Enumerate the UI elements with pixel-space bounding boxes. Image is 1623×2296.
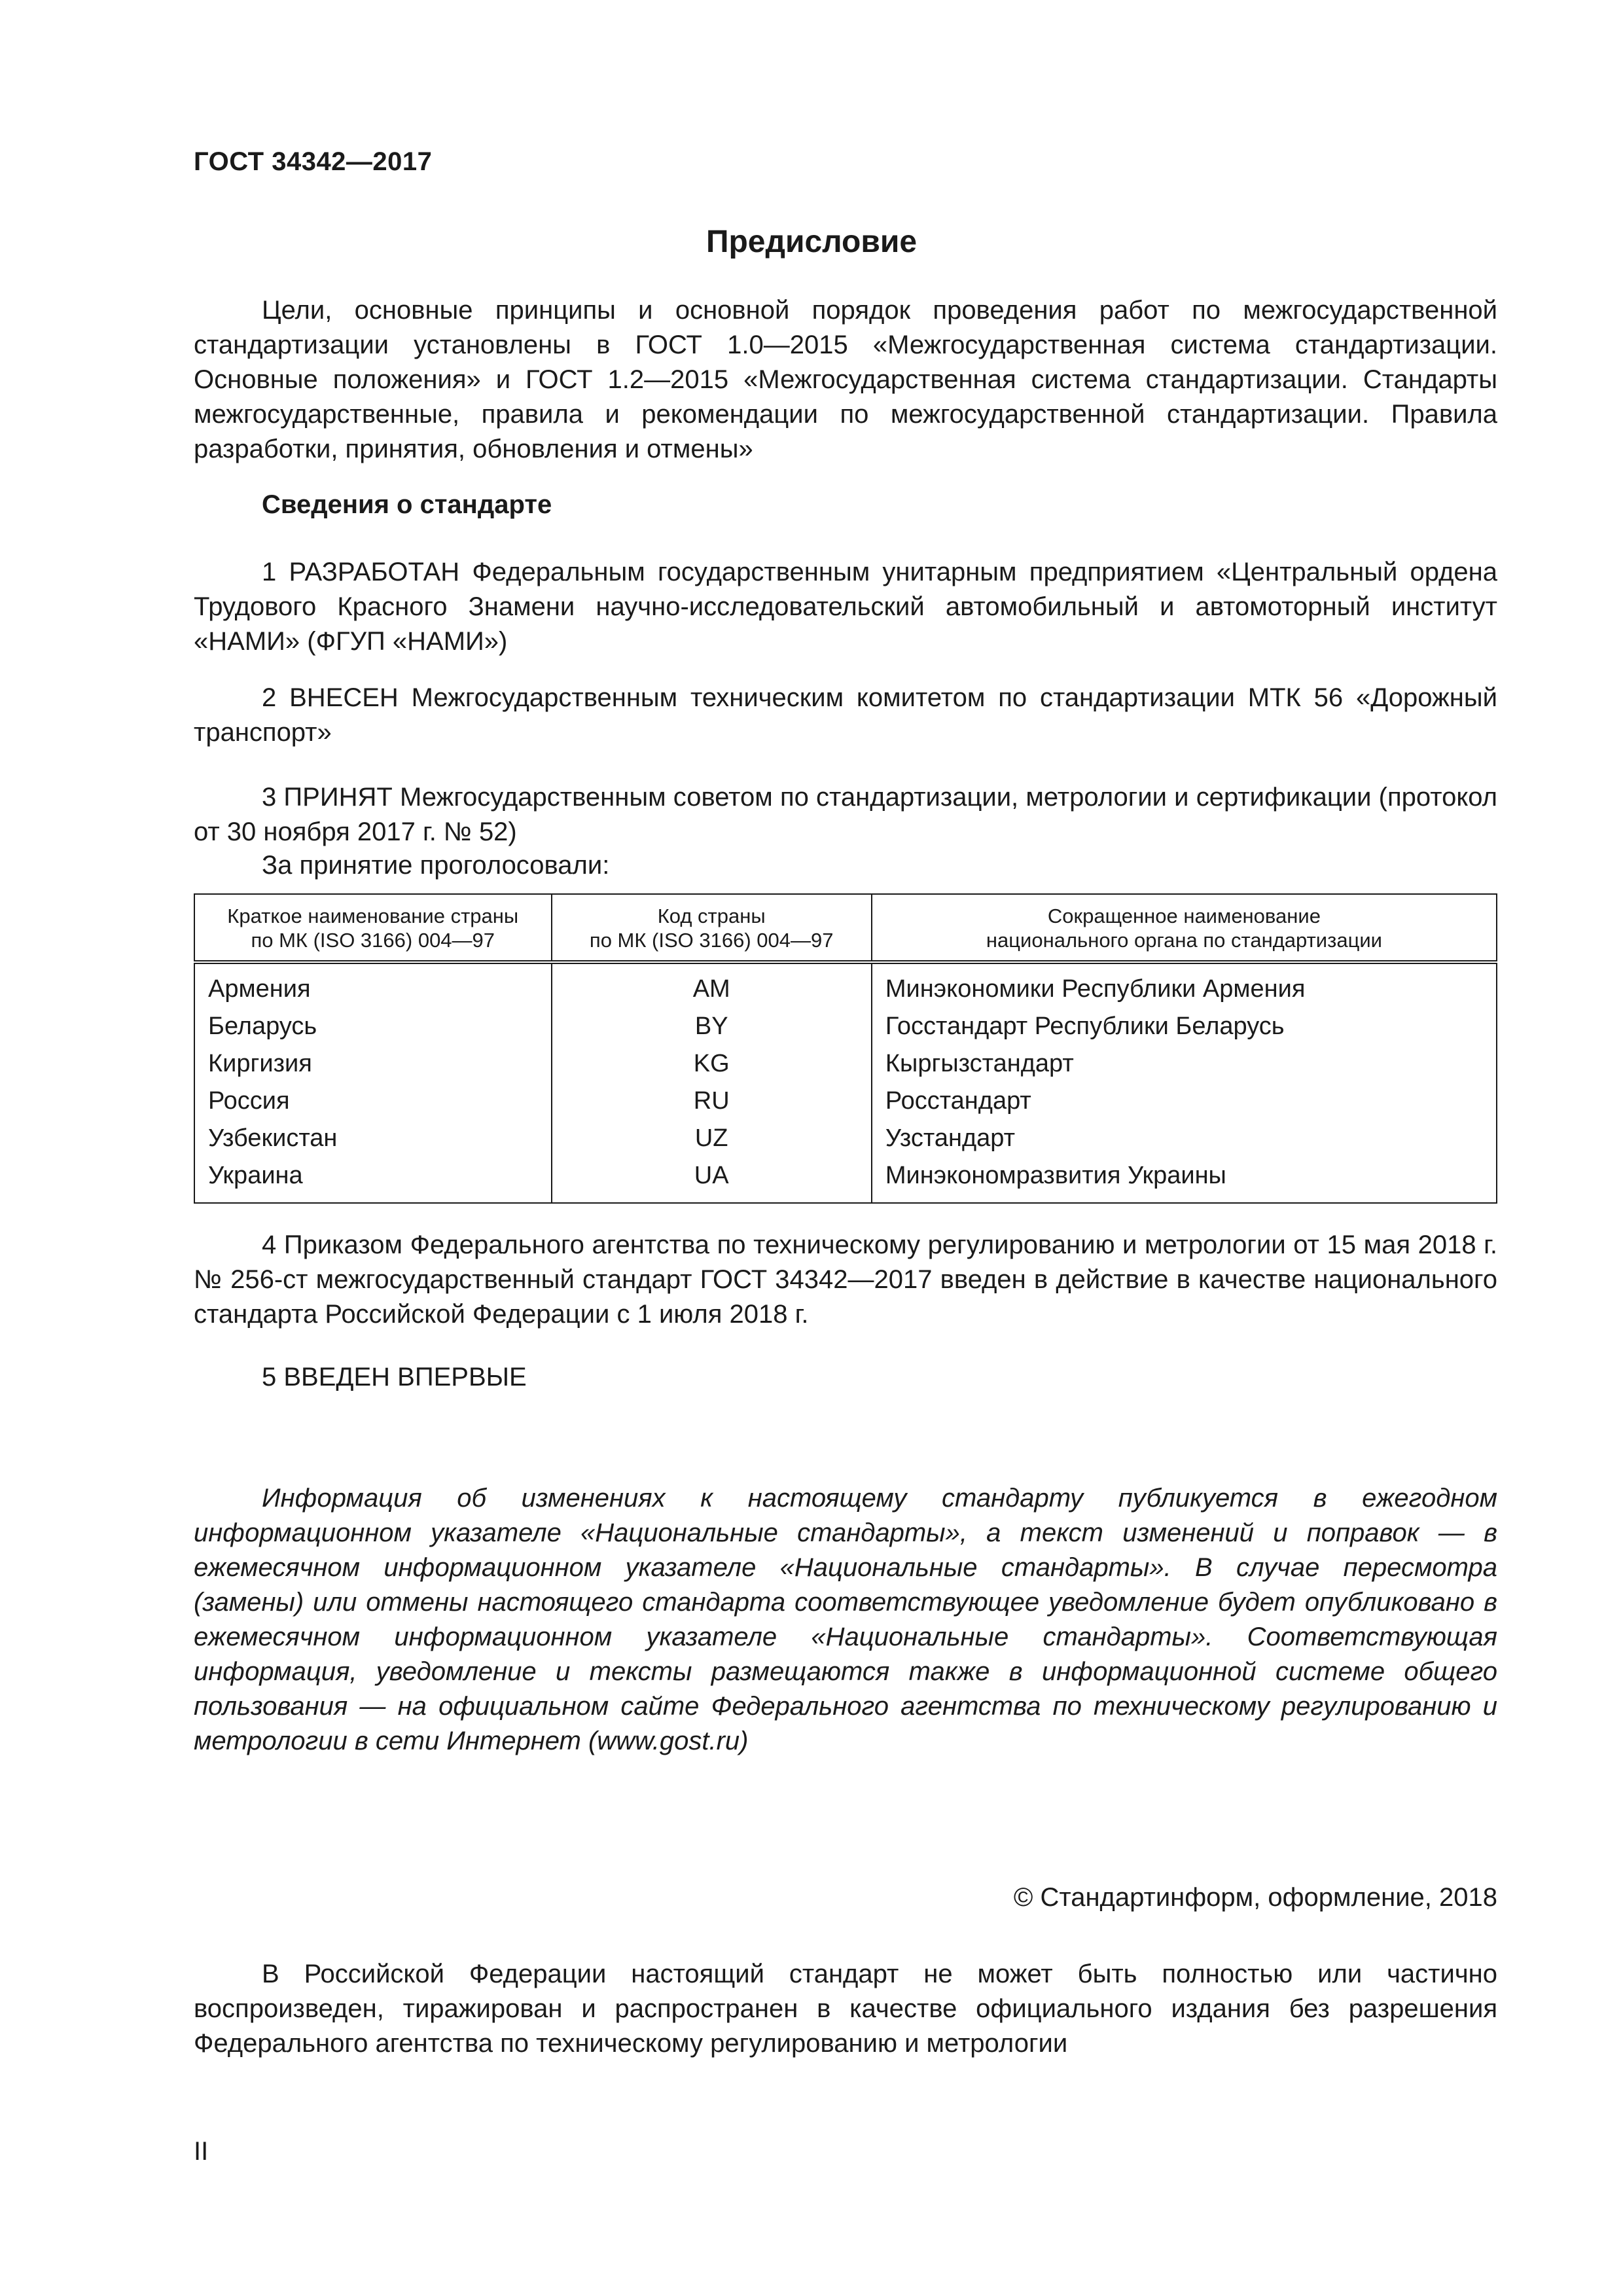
item-3-paragraph (194, 780, 1497, 850)
section-heading: Сведения о стандарте (262, 490, 552, 519)
standard-code: ГОСТ 34342—2017 (194, 147, 433, 176)
country-cell: Армения (194, 962, 552, 1008)
country-cell: Украина (194, 1157, 552, 1203)
country-cell: Узбекистан (194, 1120, 552, 1157)
country-cell: Беларусь (194, 1008, 552, 1045)
table-row (194, 1008, 1497, 1045)
code-cell: AM (552, 962, 872, 1008)
item-4-text: 4 Приказом Федерального агентства по техническому регулированию и метрологии от 15 мая 2018 г. № 256-ст межгосударственный стандарт ГОСТ 34342—2017 введен в действие в качестве национального стандарта Российской Федерации с 1 июля 2018 г. (194, 1230, 1497, 1329)
table-header-row (194, 894, 1497, 962)
code-cell: UZ (552, 1120, 872, 1157)
item-3-text: 3 ПРИНЯТ Межгосударственным советом по стандартизации, метрологии и сертификации (протокол от 30 ноября 2017 г. № 52) (194, 783, 1497, 846)
item-1-text: 1 РАЗРАБОТАН Федеральным государственным унитарным предприятием «Центральный ордена Трудового Красного Знамени научно-исследовательский автомобильный и автомоторный институт «НАМИ» (ФГУП «НАМИ») (194, 558, 1497, 656)
table-row (194, 1157, 1497, 1203)
header-country-code: Код страны по МК (ISO 3166) 004—97 (552, 894, 872, 962)
body-cell: Минэкономразвития Украины (872, 1157, 1497, 1203)
notice-text: Информация об изменениях к настоящему стандарту публикуется в ежегодном информационном указателе «Национальные стандарты», а текст изменений и поправок — в ежемесячном информационном указателе «Национальные стандарты». В случае пересмотра (замены) или отмены настоящего стандарта соответствующее уведомление будет опубликовано в ежемесячном информационном указателе «Национальные стандарты». Соответствующая информация, уведомление и тексты размещаются также в информационной системе общего пользования — на официальном сайте Федерального агентства по техническому регулированию и метрологии в сети Интернет (www.gost.ru) (194, 1484, 1497, 1755)
table-row (194, 1045, 1497, 1083)
item-1-paragraph (194, 555, 1497, 659)
body-cell: Узстандарт (872, 1120, 1497, 1157)
item-4-paragraph (194, 1228, 1497, 1332)
body-cell: Росстандарт (872, 1083, 1497, 1120)
body-cell: Госстандарт Республики Беларусь (872, 1008, 1497, 1045)
country-cell: Россия (194, 1083, 552, 1120)
intro-text: Цели, основные принципы и основной порядок проведения работ по межгосударственной стандартизации установлены в ГОСТ 1.0—2015 «Межгосударственная система стандартизации. Основные положения» и ГОСТ 1.2—2015 «Межгосударственная система стандартизации. Стандарты межгосударственные, правила и рекомендации по межгосударственной стандартизации. Правила разработки, принятия, обновления и отмены» (194, 296, 1497, 463)
voted-label: За принятие проголосовали: (262, 851, 610, 880)
table-row (194, 1120, 1497, 1157)
body-cell: Кыргызстандарт (872, 1045, 1497, 1083)
rights-text: В Российской Федерации настоящий стандарт не может быть полностью или частично воспроизведен, тиражирован и распространен в качестве официального издания без разрешения Федерального агентства по техническому регулированию и метрологии (194, 1960, 1497, 2058)
table-row (194, 962, 1497, 1008)
code-cell: BY (552, 1008, 872, 1045)
code-cell: UA (552, 1157, 872, 1203)
header-country-name: Краткое наименование страны по МК (ISO 3166) 004—97 (194, 894, 552, 962)
voting-table (194, 893, 1497, 1204)
copyright-line: © Стандартинформ, оформление, 2018 (1013, 1883, 1497, 1912)
page-number: II (194, 2137, 209, 2166)
code-cell: KG (552, 1045, 872, 1083)
table-row (194, 1083, 1497, 1120)
country-cell: Киргизия (194, 1045, 552, 1083)
page-title: Предисловие (705, 224, 918, 259)
rights-paragraph (194, 1957, 1497, 2061)
notice-paragraph (194, 1481, 1497, 1759)
intro-paragraph (194, 293, 1497, 467)
header-national-body: Сокращенное наименование национального органа по стандартизации (872, 894, 1497, 962)
item-2-text: 2 ВНЕСЕН Межгосударственным техническим комитетом по стандартизации МТК 56 «Дорожный транспорт» (194, 683, 1497, 747)
item-2-paragraph (194, 681, 1497, 750)
item-5-text: 5 ВВЕДЕН ВПЕРВЫЕ (262, 1363, 527, 1391)
code-cell: RU (552, 1083, 872, 1120)
body-cell: Минэкономики Республики Армения (872, 962, 1497, 1008)
